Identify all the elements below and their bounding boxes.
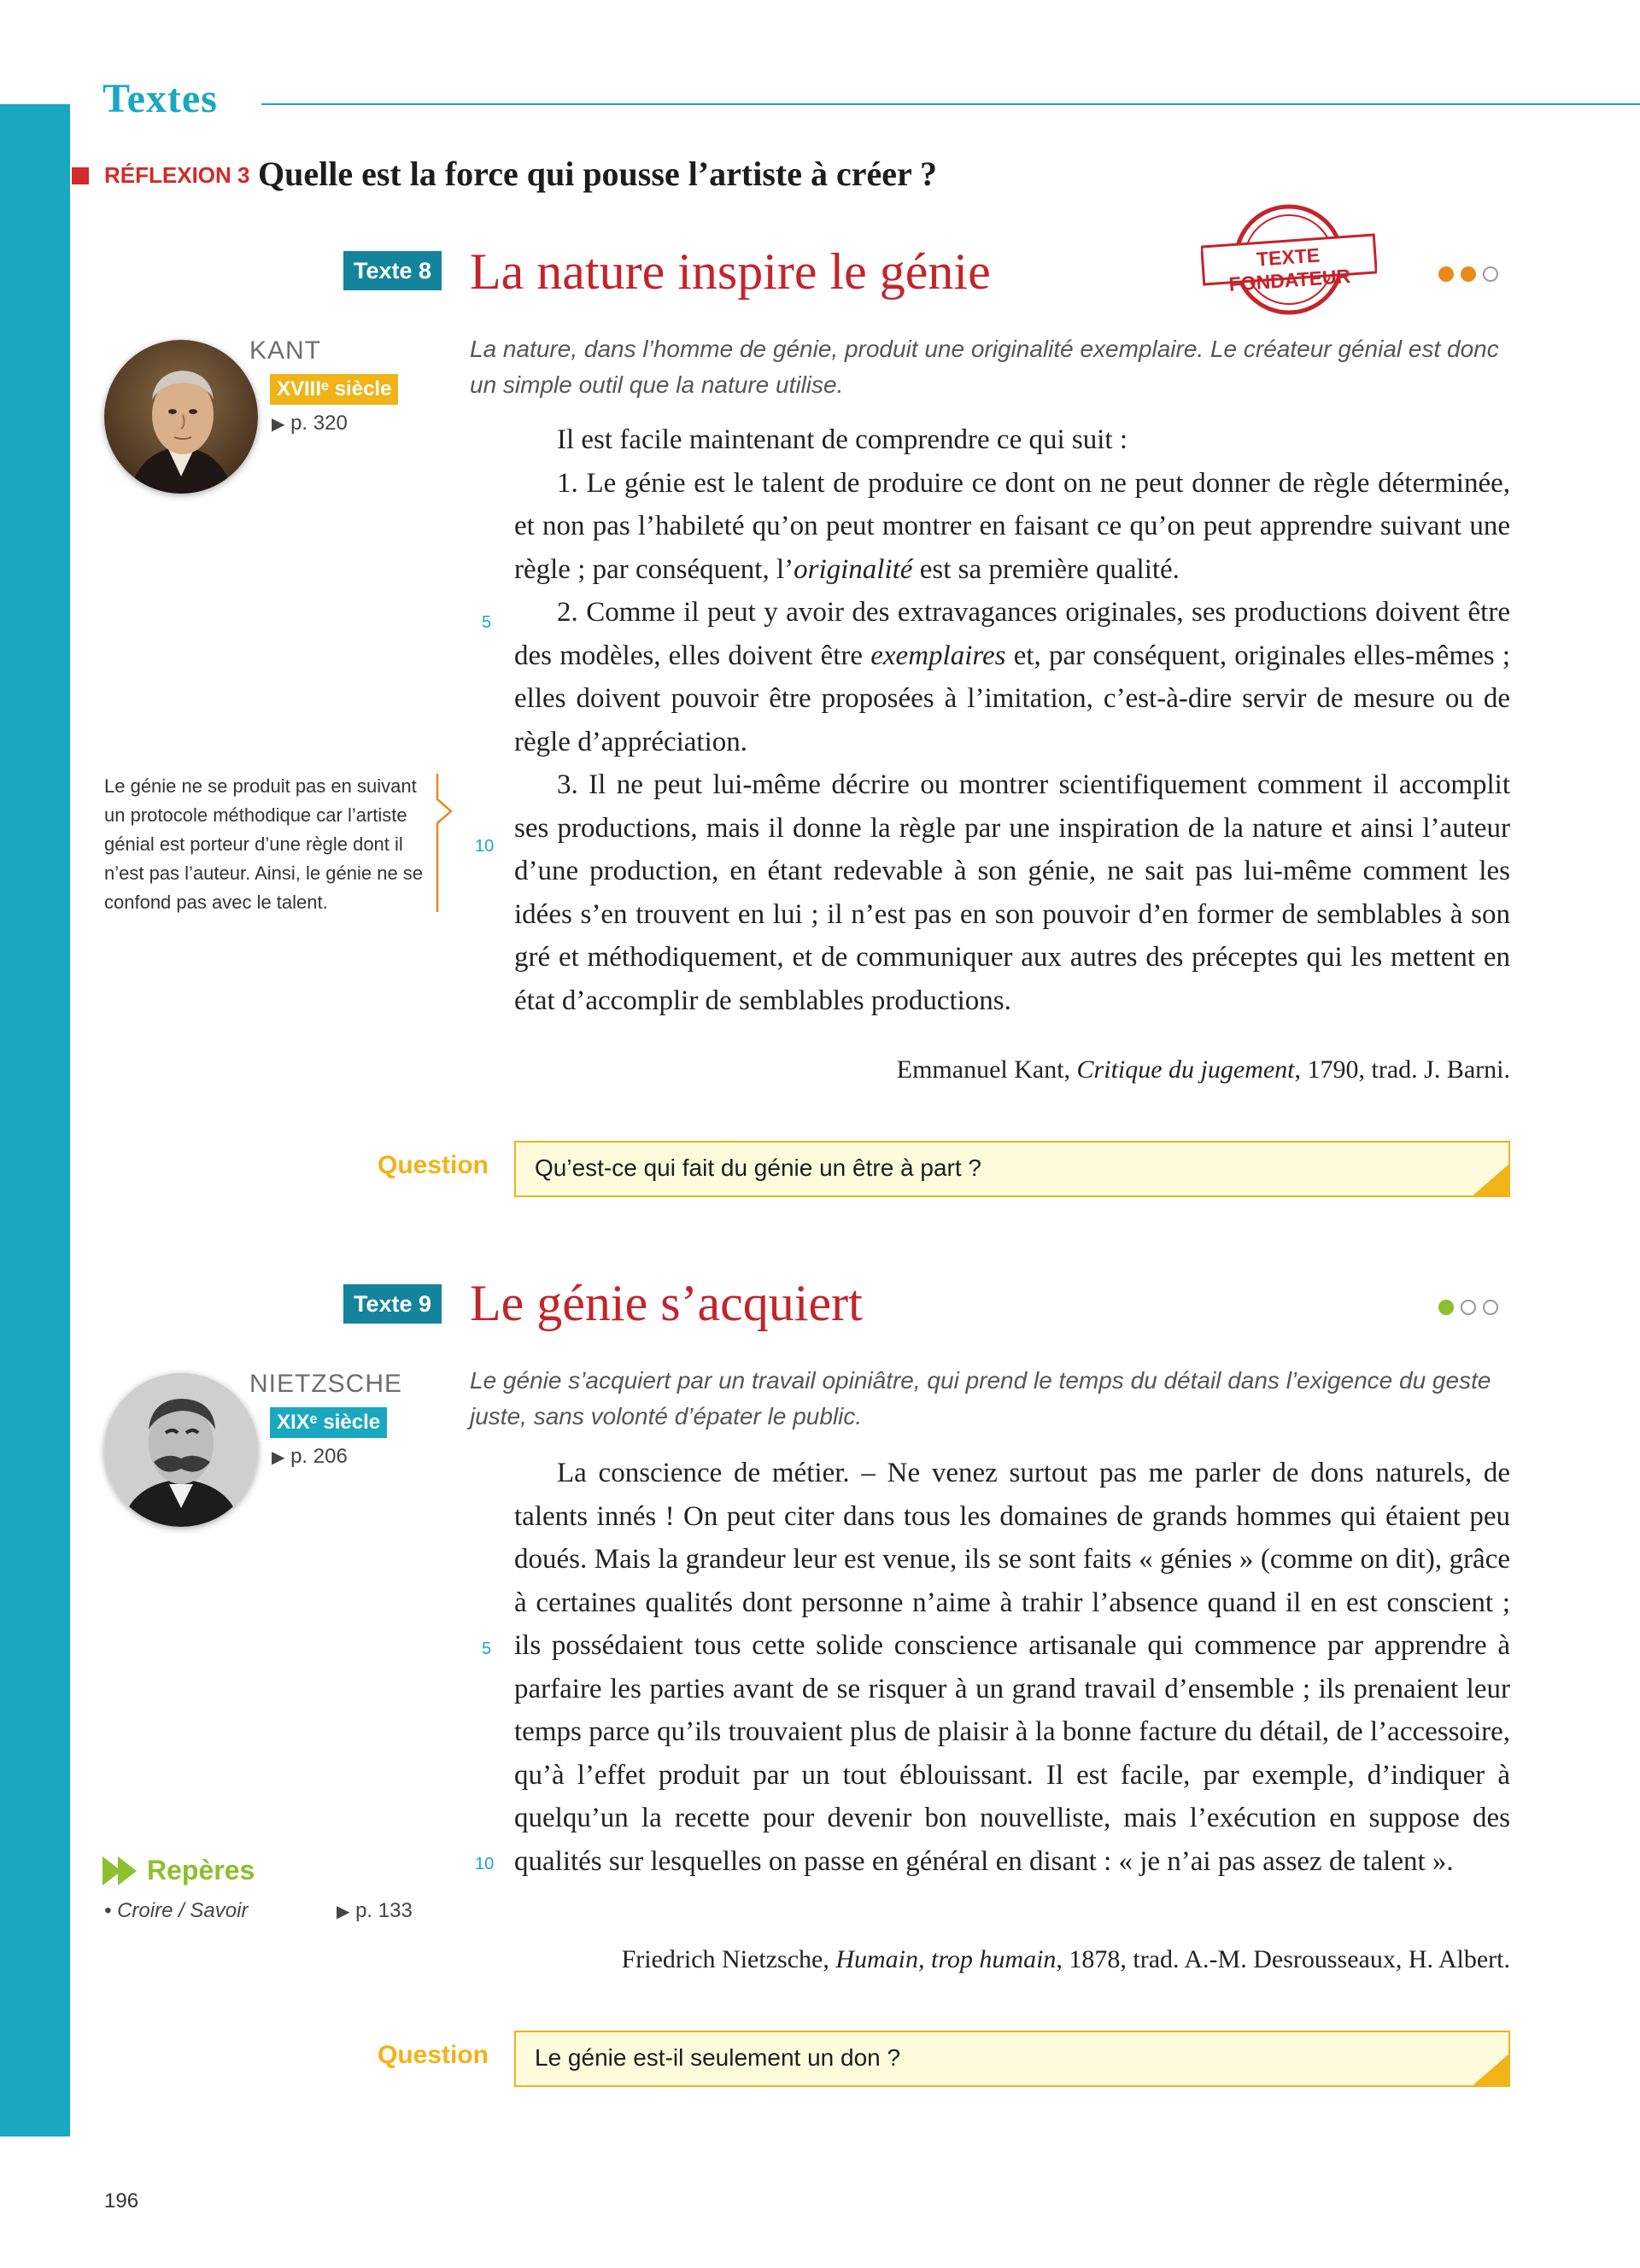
texte-9-source: Friedrich Nietzsche, Humain, trop humain, 1878, trad. A.-M. Desrousseaux, H. Albert. [621,1945,1510,1973]
stamp-text: TEXTE FONDATEUR [1227,243,1351,295]
question-label: Question [378,1151,489,1179]
page-reference-label: p. 133 [355,1899,413,1922]
texte-fondateur-stamp [1201,202,1377,318]
question-label: Question [378,2041,489,2069]
question-box [514,2031,1510,2087]
reperes-title: Repères [147,1855,255,1885]
body-paragraph: 3. Il ne peut lui-même décrire ou montrer scientifiquement comment il accomplit ses productions, mais il donne la règle par une inspiration de la nature et ainsi l’auteur d’une production, en étant redevable à son génie, ne sait pas lui-même comment les idées s’en trouvent en lui ; il n’est pas en son pouvoir d’en former de semblables à son gré et méthodiquement, et de communiquer aux autres des préceptes qui les mettent en état d’accomplir de semblables productions. [514,769,1510,1016]
margin-brace-icon [434,772,456,914]
difficulty-dot-filled [1438,1300,1454,1315]
reperes-item[interactable]: • Croire / Savoir [104,1899,249,1922]
question-text: Le génie est-il seulement un don ? [535,2044,901,2071]
left-color-bar [0,104,70,2136]
play-arrow-icon: ▶ [337,1903,350,1921]
page-reference-label: p. 206 [290,1445,348,1468]
difficulty-dot-empty [1483,1300,1498,1315]
texte-9-difficulty [1438,1300,1498,1315]
difficulty-dot-empty [1483,266,1498,282]
corner-fold-icon [1471,2053,1510,2087]
reflexion-bullet-icon [72,167,89,184]
texte-8-badge: Texte 8 [343,251,442,290]
line-number: 10 [475,1855,495,1873]
body-paragraph: 1. Le génie est le talent de produire ce dont on ne peut donner de règle déterminée, et non pas l’habileté qu’on peut montrer en faisant ce qu’on peut apprendre suivant une règle ; par conséquent, l’originalité est sa première qualité. [514,467,1510,585]
century-badge: XIXᵉ siècle [270,1407,387,1438]
page-reference-label: p. 320 [290,412,348,435]
line-number: 10 [475,837,495,856]
texte-8-title: La nature inspire le génie [470,243,991,300]
page-reference[interactable] [272,412,348,435]
kant-portrait [104,340,258,494]
page-number: 196 [104,2189,139,2212]
reperes-page-reference[interactable] [337,1899,413,1923]
texte-8-difficulty [1438,266,1498,282]
line-number: 5 [482,1640,492,1658]
body-paragraph: Il est facile maintenant de comprendre ce qui suit : [557,424,1128,455]
body-paragraph: 2. Comme il peut y avoir des extravagances originales, ses productions doivent être des modèles, elles doivent être exemplaires et, par conséquent, originales elles-mêmes ; elles doivent pouvoir être proposées à l’imitation, c’est-à-dire servir de mesure ou de règle d’appréciation. [514,597,1510,757]
texte-9-badge: Texte 9 [343,1284,442,1324]
texte-8-source: Emmanuel Kant, Critique du jugement, 1790, trad. J. Barni. [896,1055,1510,1084]
margin-note: Le génie ne se produit pas en suivant un protocole méthodique car l’artiste génial est porteur d’une règle dont il n’est pas l’auteur. Ainsi, le génie ne se confond pas avec le talent. [104,775,424,913]
reperes-heading [102,1855,255,1886]
texte-9-summary: Le génie s’acquiert par un travail opiniâtre, qui prend le temps du détail dans l’exigence du geste juste, sans volonté d’épater le public. [470,1367,1491,1429]
nietzsche-portrait [104,1373,258,1527]
reflexion-question: Quelle est la force qui pousse l’artiste à créer ? [258,155,937,193]
line-number: 5 [482,613,492,632]
body-paragraph: La conscience de métier. – Ne venez surtout pas me parler de dons naturels, de talents innés ! On peut citer dans tous les domaines de grands hommes qui étaient peu doués. Mais la grandeur leur est venue, ils se sont faits « génies » (comme on dit), grâce à certaines qualités dont personne n’aime à trahir l’absence quand il en est conscient ; ils possédaient tous cette solide conscience artisanale qui commence par apprendre à parfaire les parties avant de se risquer à un grand travail d’ensemble ; ils prenaient leur temps parce qu’ils trouvaient plus de plaisir à la bonne facture du détail, de l’accessoire, qu’à l’effet produit par un tout éblouissant. Il est facile, par exemple, d’indiquer à quelqu’un la recette pour devenir bon nouvelliste, mais l’exécution en suppose des qualités sur lesquelles on passe en général en disant : « je n’ai pas assez de talent ». [514,1458,1510,1877]
difficulty-dot-filled [1438,266,1454,282]
reflexion-label: RÉFLEXION 3 [104,162,250,188]
century-badge: XVIIIᵉ siècle [270,374,398,405]
question-box [514,1141,1510,1197]
author-name: NIETZSCHE [249,1370,403,1398]
texte-9-body [514,1452,1510,1883]
texte-8-body [514,418,1510,1022]
play-arrow-icon: ▶ [272,415,285,434]
difficulty-dot-filled [1461,266,1476,282]
section-title: Textes [102,76,218,121]
texte-8-summary: La nature, dans l’homme de génie, produit une originalité exemplaire. Le créateur génial est donc un simple outil que la nature utilise. [470,336,1499,398]
play-arrow-icon: ▶ [272,1448,285,1467]
question-text: Qu’est-ce qui fait du génie un être à part ? [535,1154,981,1181]
difficulty-dot-empty [1461,1300,1476,1315]
double-arrow-icon [102,1856,140,1885]
page-reference[interactable] [272,1445,348,1469]
corner-fold-icon [1471,1163,1510,1197]
section-divider [261,103,1640,105]
texte-9-title: Le génie s’acquiert [470,1275,863,1331]
author-name: KANT [249,336,322,365]
